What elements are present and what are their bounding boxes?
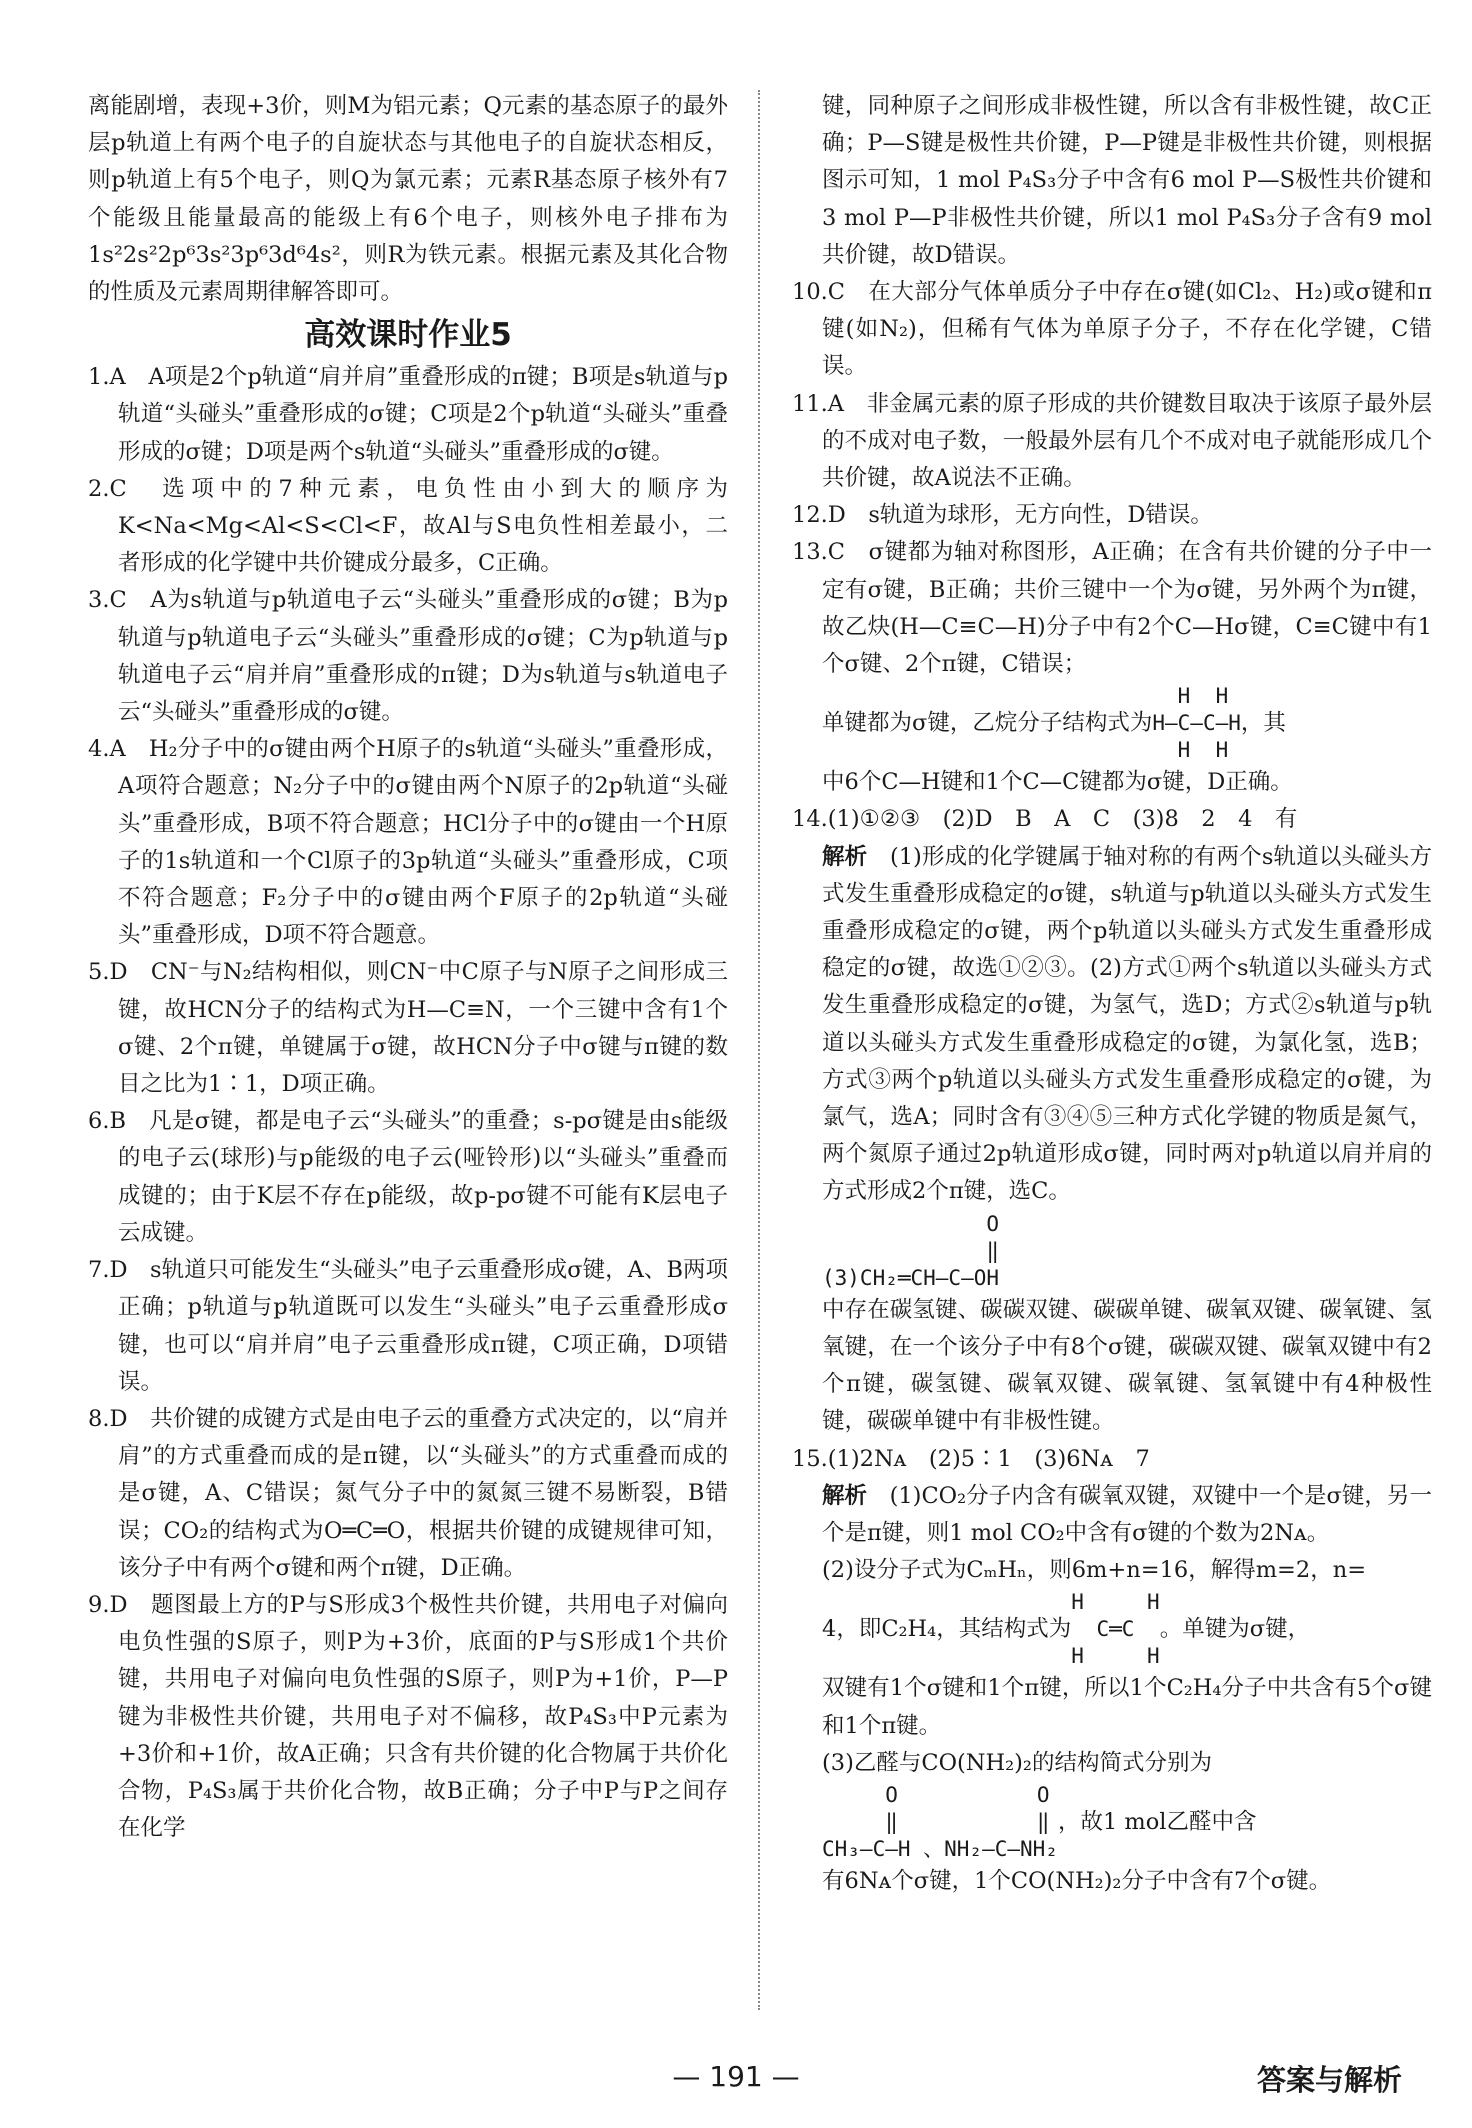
answer-item-9: 9.D 题图最上方的P与S形成3个极性共价键，共用电子对偏向电负性强的S原子，则P为+3价，底面的P与S形成1个共价键，共用电子对偏向电负性强的S原子，则P为+1价，P—P键为非极性共价键，共用电子对不偏移，故P₄S₃中P元素为+3价和+1价，故A正确；只含有共价键的化合物属于共价化合物，P₄S₃属于共价化合物，故B正确；分子中P与P之间存在化学 xyxy=(88,1591,729,1842)
ethylene-pre-text: 4，即C₂H₄，其结构式为 xyxy=(822,1616,1072,1643)
ethane-structure: H H H—C—C—H H H xyxy=(1152,684,1241,763)
acrylic-acid-structure: O ‖ (3)CH₂═CH—C—OH xyxy=(822,1211,1000,1290)
ethane-line xyxy=(792,683,1432,764)
intro-paragraph: 离能剧增，表现+3价，则M为铝元素；Q元素的基态原子的最外层p轨道上有两个电子的自旋状态与其他电子的自旋状态相反，则p轨道上有5个电子，则Q为氯元素；元素R基态原子核外有7个能级且能量最高的能级上有6个电子，则核外电子排布为1s²2s²2p⁶3s²3p⁶3d⁶4s²，则R为铁元素。根据元素及其化合物的性质及元素周期律解答即可。 xyxy=(88,93,728,306)
acrylic-acid-line xyxy=(792,1211,1432,1292)
acetaldehyde-urea-structure: O O ‖ ‖ CH₃—C—H 、NH₂—C—NH₂ xyxy=(822,1782,1058,1861)
answer-item-15-analysis-3a: (3)乙醛与CO(NH₂)₂的结构简式分别为 xyxy=(822,1749,1212,1776)
answer-item-2: 2.C 选项中的7种元素，电负性由小到大的顺序为K<Na<Mg<Al<S<Cl<F，故Al与S电负性相差最小，二者形成的化学键中共价键成分最多，C正确。 xyxy=(88,475,728,577)
answer-item-3: 3.C A为s轨道与p轨道电子云“头碰头”重叠形成的σ键；B为p轨道与p轨道电子云“头碰头”重叠形成的σ键；C为p轨道与p轨道电子云“肩并肩”重叠形成的π键；D为s轨道与s轨道电子云“头碰头”重叠形成的σ键。 xyxy=(88,587,728,726)
answer-item-5: 5.D CN⁻与N₂结构相似，则CN⁻中C原子与N原子之间形成三键，故HCN分子的结构式为H—C≡N，一个三键中含有1个σ键、2个π键，单键属于σ键，故HCN分子中σ键与π键的数目之比为1∶1，D项正确。 xyxy=(88,959,728,1098)
answer-item-15-analysis-2b: 双键有1个σ键和1个π键，所以1个C₂H₄分子中共含有5个σ键和1个π键。 xyxy=(822,1675,1432,1739)
left-column xyxy=(88,88,728,1847)
answer-item-12: 12.D s轨道为球形，无方向性，D错误。 xyxy=(792,502,1213,529)
answer-item-13: 13.C σ键都为轴对称图形，A正确；在含有共价键的分子中一定有σ键，B正确；共价三键中一个为σ键，另外两个为π键，故乙炔(H—C≡C—H)分子中有2个C—Hσ键，C≡C键中有1个σ键、2个π键，C错误； xyxy=(792,539,1432,678)
answer-item-15-analysis-2a: (2)设分子式为CₘHₙ，则6m+n=16，解得m=2，n= xyxy=(822,1557,1367,1584)
section-title: 高效课时作业5 xyxy=(304,317,512,354)
analysis-text: (1)形成的化学键属于轴对称的有两个s轨道以头碰头方式发生重叠形成稳定的σ键，s轨道与p轨道以头碰头方式发生重叠形成稳定的σ键，两个p轨道以头碰头方式发生重叠形成稳定的σ键，故选①②③。(2)方式①两个s轨道以头碰头方式发生重叠形成稳定的σ键，为氢气，选D；方式②s轨道与p轨道以头碰头方式发生重叠形成稳定的σ键，为氯化氢，选B；方式③两个p轨道以头碰头方式发生重叠形成稳定的σ键，为氯气，选A；同时含有③④⑤三种方式化学键的物质是氮气，两个氮原子通过2p轨道形成σ键，同时两对p轨道以肩并肩的方式形成2个π键，选C。 xyxy=(822,843,1432,1205)
analysis-label: 解析 xyxy=(822,1482,868,1509)
analysis-text: (1)CO₂分子内含有碳氧双键，双键中一个是σ键，另一个是π键，则1 mol CO₂中含有σ键的个数为2Nᴀ。 xyxy=(822,1482,1432,1546)
page-number: — 191 — xyxy=(672,2060,800,2093)
answer-item-8: 8.D 共价键的成键方式是由电子云的重叠方式决定的，以“肩并肩”的方式重叠而成的是π键，以“头碰头”的方式重叠而成的是σ键，A、C错误；氮气分子中的氮氮三键不易断裂，B错误；CO₂的结构式为O═C═O，根据共价键的成键规律可知，该分子中有两个σ键和两个π键，D正确。 xyxy=(88,1405,728,1581)
answer-item-15-head: 15.(1)2Nᴀ (2)5∶1 (3)6Nᴀ 7 xyxy=(792,1445,1150,1472)
answer-item-14-analysis-3: 中存在碳氢键、碳碳双键、碳碳单键、碳氧双键、碳氧键、氢氧键，在一个该分子中有8个σ键，碳碳双键、碳氧双键中有2个π键，碳氢键、碳氧双键、碳氧键、氢氧键中有4种极性键，碳碳单键中有非极性键。 xyxy=(822,1296,1432,1435)
answer-item-15-analysis-1 xyxy=(792,1478,1432,1552)
answer-item-4: 4.A H₂分子中的σ键由两个H原子的s轨道“头碰头”重叠形成，A项符合题意；N₂分子中的σ键由两个N原子的2p轨道“头碰头”重叠形成，B项不符合题意；HCl分子中的σ键由一个H原子的1s轨道和一个Cl原子的3p轨道“头碰头”重叠形成，C项不符合题意；F₂分子中的σ键由两个F原子的2p轨道“头碰头”重叠形成，D项不符合题意。 xyxy=(88,736,728,949)
ethane-pre-text: 单键都为σ键，乙烷分子结构式为 xyxy=(822,710,1153,737)
answer-item-9-continuation: 键，同种原子之间形成非极性键，所以含有非极性键，故C正确；P—S键是极性共价键，P—P键是非极性共价键，则根据图示可知，1 mol P₄S₃分子中含有6 mol P—S极性共价键和3 mol P—P非极性共价键，所以1 mol P₄S₃分子含有9 mol共价键，故D错误。 xyxy=(822,93,1432,268)
ethane-post-text: ，其 xyxy=(1240,710,1286,737)
answer-item-6: 6.B 凡是σ键，都是电子云“头碰头”的重叠；s-pσ键是由s能级的电子云(球形)与p能级的电子云(哑铃形)以“头碰头”重叠而成键的；由于K层不存在p能级，故p-pσ键不可能有K层电子云成键。 xyxy=(88,1108,728,1246)
ethylene-line xyxy=(792,1589,1432,1670)
answer-item-13-end: 中6个C—H键和1个C—C键都为σ键，D正确。 xyxy=(822,769,1293,796)
acetaldehyde-post-text: ，故1 mol乙醛中含 xyxy=(1057,1808,1257,1835)
ethylene-post-text: 。单键为σ键， xyxy=(1159,1616,1311,1643)
answer-item-11: 11.A 非金属元素的原子形成的共价键数目取决于该原子最外层的不成对电子数，一般最外层有几个不成对电子就能形成几个共价键，故A说法不正确。 xyxy=(792,390,1432,492)
analysis-label: 解析 xyxy=(822,843,868,870)
answer-item-15-analysis-3b: 有6Nᴀ个σ键，1个CO(NH₂)₂分子中含有7个σ键。 xyxy=(822,1867,1332,1894)
answer-item-10: 10.C 在大部分气体单质分子中存在σ键(如Cl₂、H₂)或σ键和π键(如N₂)，但稀有气体为单原子分子，不存在化学键，C错误。 xyxy=(792,279,1432,380)
acetaldehyde-urea-line xyxy=(792,1782,1432,1863)
column-divider xyxy=(758,90,760,2010)
answer-item-7: 7.D s轨道只可能发生“头碰头”电子云重叠形成σ键，A、B两项正确；p轨道与p轨道既可以发生“头碰头”电子云重叠形成σ键，也可以“肩并肩”电子云重叠形成π键，C项正确，D项错误。 xyxy=(88,1257,728,1395)
right-column xyxy=(792,88,1432,1900)
answer-item-14-head: 14.(1)①②③ (2)D B A C (3)8 2 4 有 xyxy=(792,806,1298,833)
answer-item-14-analysis xyxy=(792,839,1432,1211)
footer-label: 答案与解析 xyxy=(1256,2063,1402,2097)
answer-item-1: 1.A A项是2个p轨道“肩并肩”重叠形成的π键；B项是s轨道与p轨道“头碰头”重叠形成的σ键；C项是2个p轨道“头碰头”重叠形成的σ键；D项是两个s轨道“头碰头”重叠形成的σ键。 xyxy=(88,364,728,465)
ethylene-structure: H H C═C H H xyxy=(1071,1590,1160,1669)
